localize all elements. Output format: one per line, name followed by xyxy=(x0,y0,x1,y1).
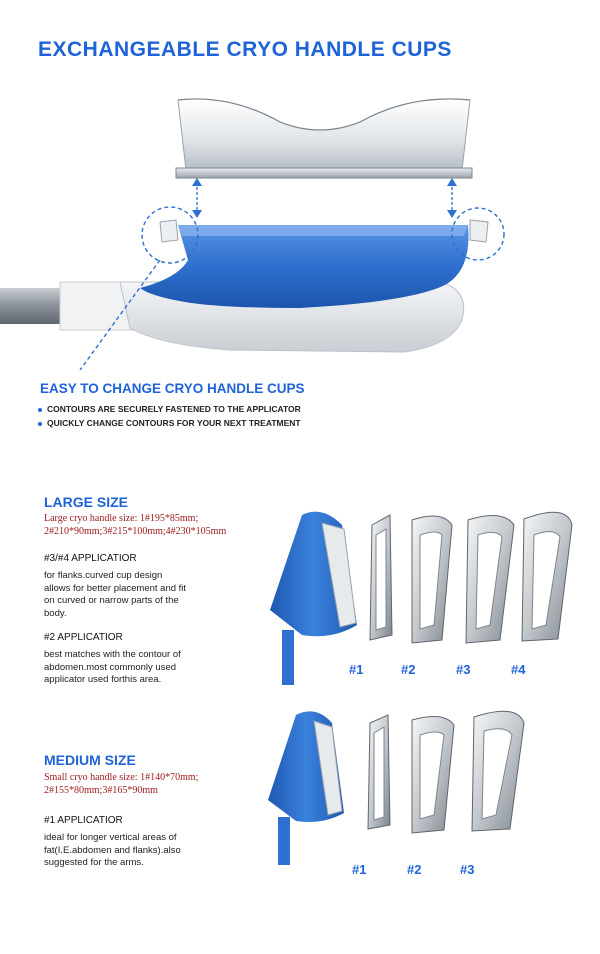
medium-size-spec: Small cryo handle size: 1#140*70mm; 2#155*80mm;3#165*90mm xyxy=(44,772,199,796)
medium-app1-desc: ideal for longer vertical areas of fat(I.E.abdomen and flanks).also suggested for the arms. xyxy=(44,832,181,868)
large-app1-desc: for flanks.curved cup design allows for better placement and fit on curved or narrow parts of the body. xyxy=(44,570,187,619)
medium-cups-illustration xyxy=(262,705,562,865)
medium-cup-label-3: #3 xyxy=(460,862,475,877)
large-app2-desc: best matches with the contour of abdomen.most commonly used applicator used forthis area. xyxy=(44,649,181,685)
large-app2-title: #2 APPLICATIOR xyxy=(44,632,123,643)
large-cups-illustration xyxy=(262,505,600,685)
large-cup-label-2: #2 xyxy=(401,662,416,677)
medium-cup-3 xyxy=(472,711,524,831)
page-title: EXCHANGEABLE CRYO HANDLE CUPS xyxy=(38,38,452,61)
large-cup-label-3: #3 xyxy=(456,662,471,677)
large-cup-2 xyxy=(412,516,452,643)
large-app1-title: #3/#4 APPLICATIOR xyxy=(44,553,137,564)
bullet-item: QUICKLY CHANGE CONTOURS FOR YOUR NEXT TREATMENT xyxy=(38,416,301,430)
hero-cup-illustration xyxy=(0,70,600,370)
large-cup-label-1: #1 xyxy=(349,662,364,677)
bullet-dot-icon xyxy=(38,422,42,426)
feature-bullets xyxy=(38,402,301,430)
large-size-spec: Large cryo handle size: 1#195*85mm; 2#210*90mm;3#215*100mm;4#230*105mm xyxy=(44,513,227,537)
medium-cup-2 xyxy=(412,716,454,833)
large-cup-4 xyxy=(522,512,572,641)
medium-size-title: MEDIUM SIZE xyxy=(44,752,136,768)
large-cup-1 xyxy=(370,515,392,640)
medium-cup-label-1: #1 xyxy=(352,862,367,877)
easy-change-title: EASY TO CHANGE CRYO HANDLE CUPS xyxy=(40,381,305,396)
medium-cup-label-2: #2 xyxy=(407,862,422,877)
bullet-dot-icon xyxy=(38,408,42,412)
large-cup-label-4: #4 xyxy=(511,662,526,677)
large-size-title: LARGE SIZE xyxy=(44,494,129,510)
large-cup-3 xyxy=(466,516,514,643)
medium-cup-1 xyxy=(368,715,390,829)
bullet-item: CONTOURS ARE SECURELY FASTENED TO THE APPLICATOR xyxy=(38,402,301,416)
medium-app1-title: #1 APPLICATIOR xyxy=(44,815,123,826)
